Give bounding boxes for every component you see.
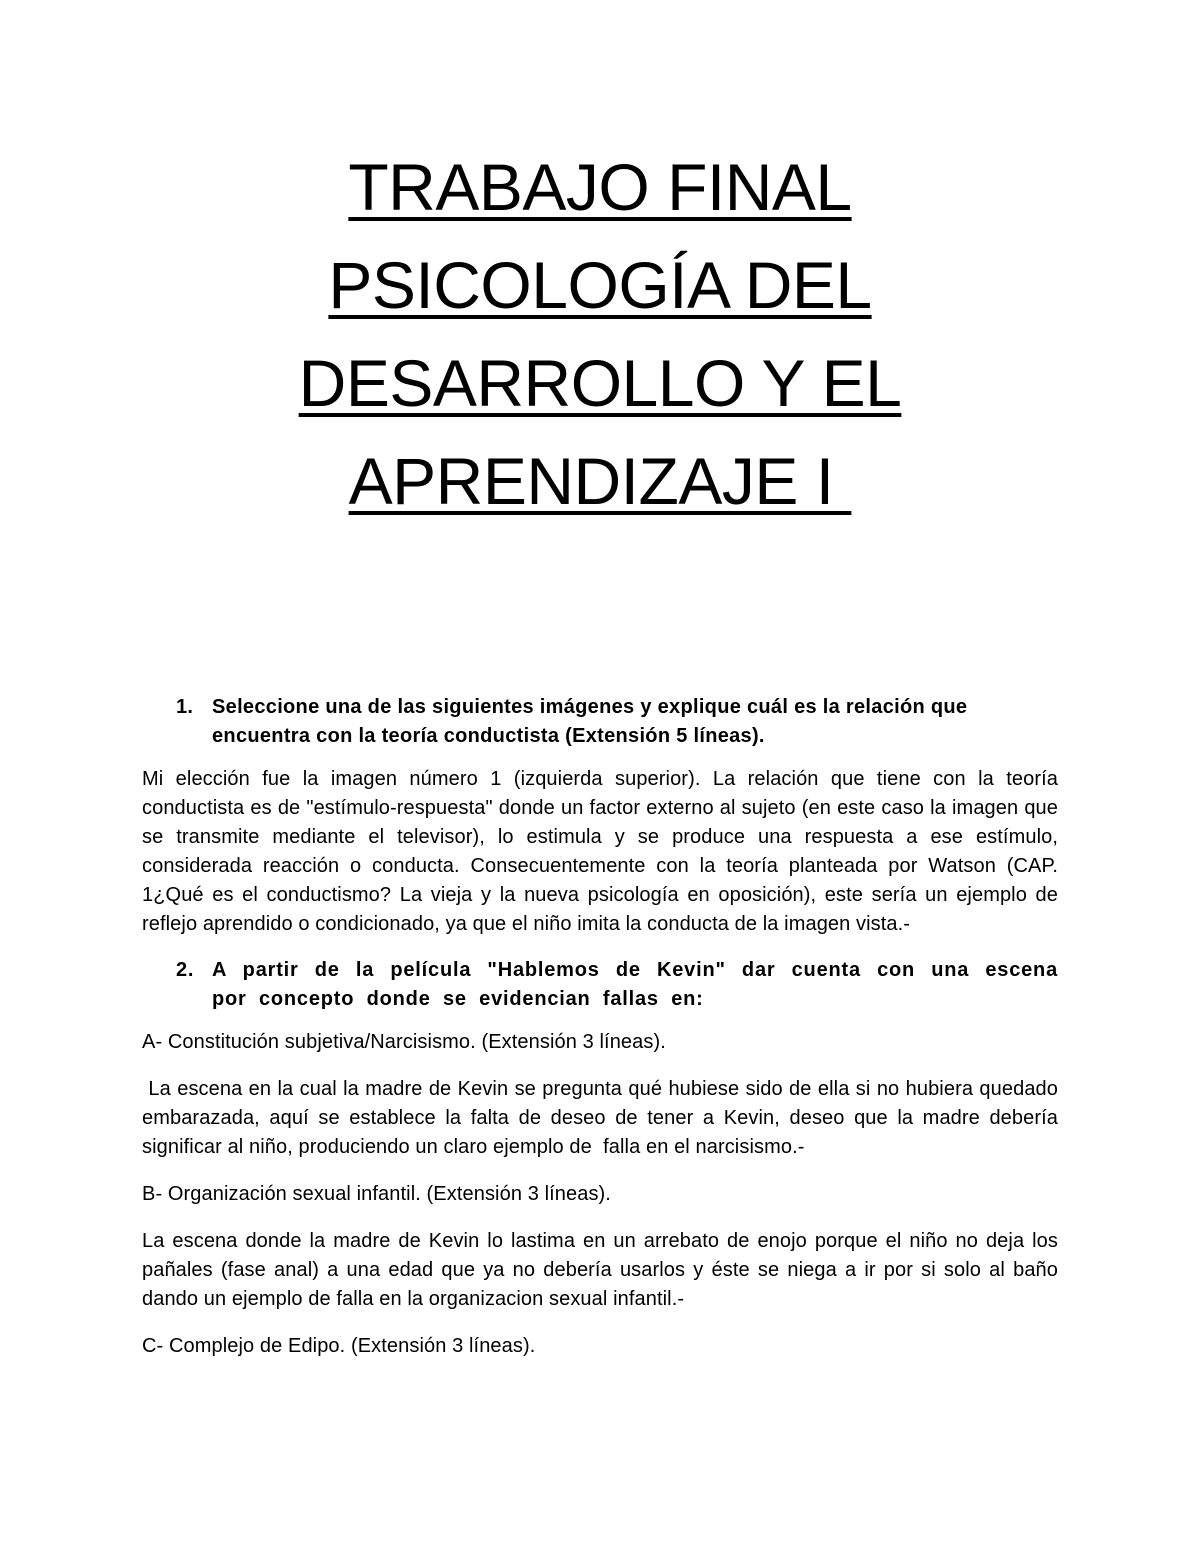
answer-1: Mi elección fue la imagen número 1 (izquierda superior). La relación que tiene con la teoría conductista es de "estímulo-respuesta" donde un factor externo al sujeto (en este caso la imagen que se transmite mediante el televisor), lo estimula y se produce una respuesta a ese estímulo, considerada reacción o conducta. Consecuentemente con la teoría planteada por Watson (CAP. 1¿Qué es el conductismo? La vieja y la nueva psicología en oposición), este sería un ejemplo de reflejo aprendido o condicionado, ya que el niño imita la conducta de la imagen vista.- xyxy=(142,768,1058,935)
question-1 xyxy=(142,693,1058,751)
document-body xyxy=(142,693,1064,1361)
question-2-number: 2. xyxy=(176,959,195,981)
part-a-answer: La escena en la cual la madre de Kevin se pregunta qué hubiese sido de ella si no hubiera quedado embarazada, aquí se establece la falta de deseo de tener a Kevin, deseo que la madre debería significar al niño, produciendo un claro ejemplo de falla en el narcisismo.- xyxy=(142,1078,1064,1158)
document-title xyxy=(0,138,1200,530)
part-a-heading: A- Constitución subjetiva/Narcisismo. (Extensión 3 líneas). xyxy=(142,1031,666,1053)
part-b-heading: B- Organización sexual infantil. (Extensión 3 líneas). xyxy=(142,1183,611,1205)
title-line-2: PSICOLOGÍA DEL xyxy=(328,248,872,322)
question-2 xyxy=(142,956,1058,1014)
title-line-4: APRENDIZAJE I xyxy=(348,444,852,518)
part-c-heading: C- Complejo de Edipo. (Extensión 3 líneas). xyxy=(142,1335,536,1357)
question-2-text: A partir de la película "Hablemos de Kevin" dar cuenta con una escena por concepto donde se evidencian fallas en: xyxy=(212,959,1058,1010)
title-line-1: TRABAJO FINAL xyxy=(348,150,852,224)
question-1-text: Seleccione una de las siguientes imágenes y explique cuál es la relación que encuentra con la teoría conductista (Extensión 5 líneas). xyxy=(212,696,968,747)
part-b-answer: La escena donde la madre de Kevin lo lastima en un arrebato de enojo porque el niño no deja los pañales (fase anal) a una edad que ya no debería usarlos y éste se niega a ir por si solo al baño dando un ejemplo de falla en la organizacion sexual infantil.- xyxy=(142,1230,1058,1310)
question-1-number: 1. xyxy=(176,696,194,718)
title-line-3: DESARROLLO Y EL xyxy=(298,346,902,420)
